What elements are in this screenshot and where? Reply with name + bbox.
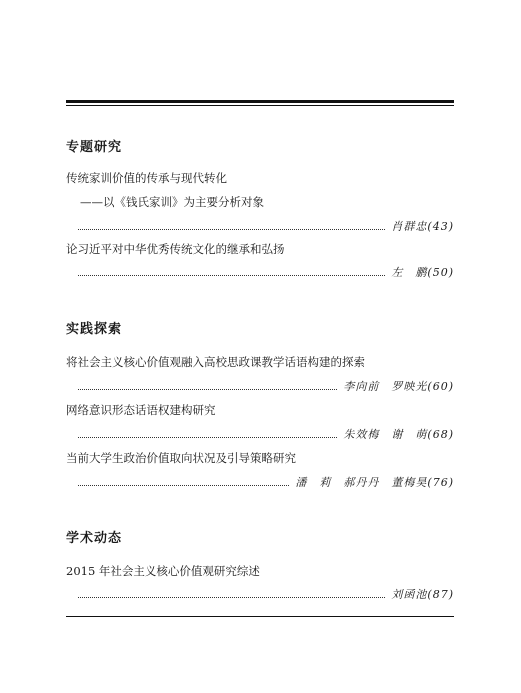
toc-entry-title[interactable]: 当前大学生政治价值取向状况及引导策略研究 [66,451,296,465]
toc-entry-subtitle: ——以《钱氏家训》为主要分析对象 [80,195,264,209]
toc-entry-author-page: 潘 莉 郝丹丹 董梅昊(76) [295,476,454,489]
toc-entry-author-page: 朱效梅 谢 萌(68) [343,428,454,441]
toc-entry-title[interactable]: 将社会主义核心价值观融入高校思政课教学话语构建的探索 [66,355,365,369]
header-rule-thin [66,105,454,106]
section-title-academic-news: 学术动态 [66,531,123,546]
footer-rule [66,616,454,617]
dot-leader [78,597,385,598]
toc-entry-leader [78,378,454,394]
toc-entry-title[interactable]: 传统家训价值的传承与现代转化 [66,171,227,185]
toc-entry-author-page: 左 鹏(50) [391,266,454,279]
dot-leader [78,485,289,486]
dot-leader [78,437,337,438]
toc-entry-author-page: 李向前 罗映光(60) [343,380,454,393]
toc-entry-leader [78,264,454,280]
dot-leader [78,389,337,390]
toc-entry-leader [78,218,454,234]
header-rule-thick [66,100,454,103]
section-title-practice: 实践探索 [66,322,123,337]
toc-entry-author-page: 刘函池(87) [391,588,454,601]
dot-leader [78,229,385,230]
toc-entry-title[interactable]: 论习近平对中华优秀传统文化的继承和弘扬 [66,242,285,256]
dot-leader [78,275,385,276]
section-title-topic-research: 专题研究 [66,140,123,155]
toc-entry-author-page: 肖群忠(43) [391,220,454,233]
toc-entry-title[interactable]: 2015 年社会主义核心价值观研究综述 [66,564,260,578]
toc-entry-leader [78,586,454,602]
toc-entry-leader [78,426,454,442]
toc-entry-leader [78,474,454,490]
toc-entry-title[interactable]: 网络意识形态话语权建构研究 [66,403,216,417]
